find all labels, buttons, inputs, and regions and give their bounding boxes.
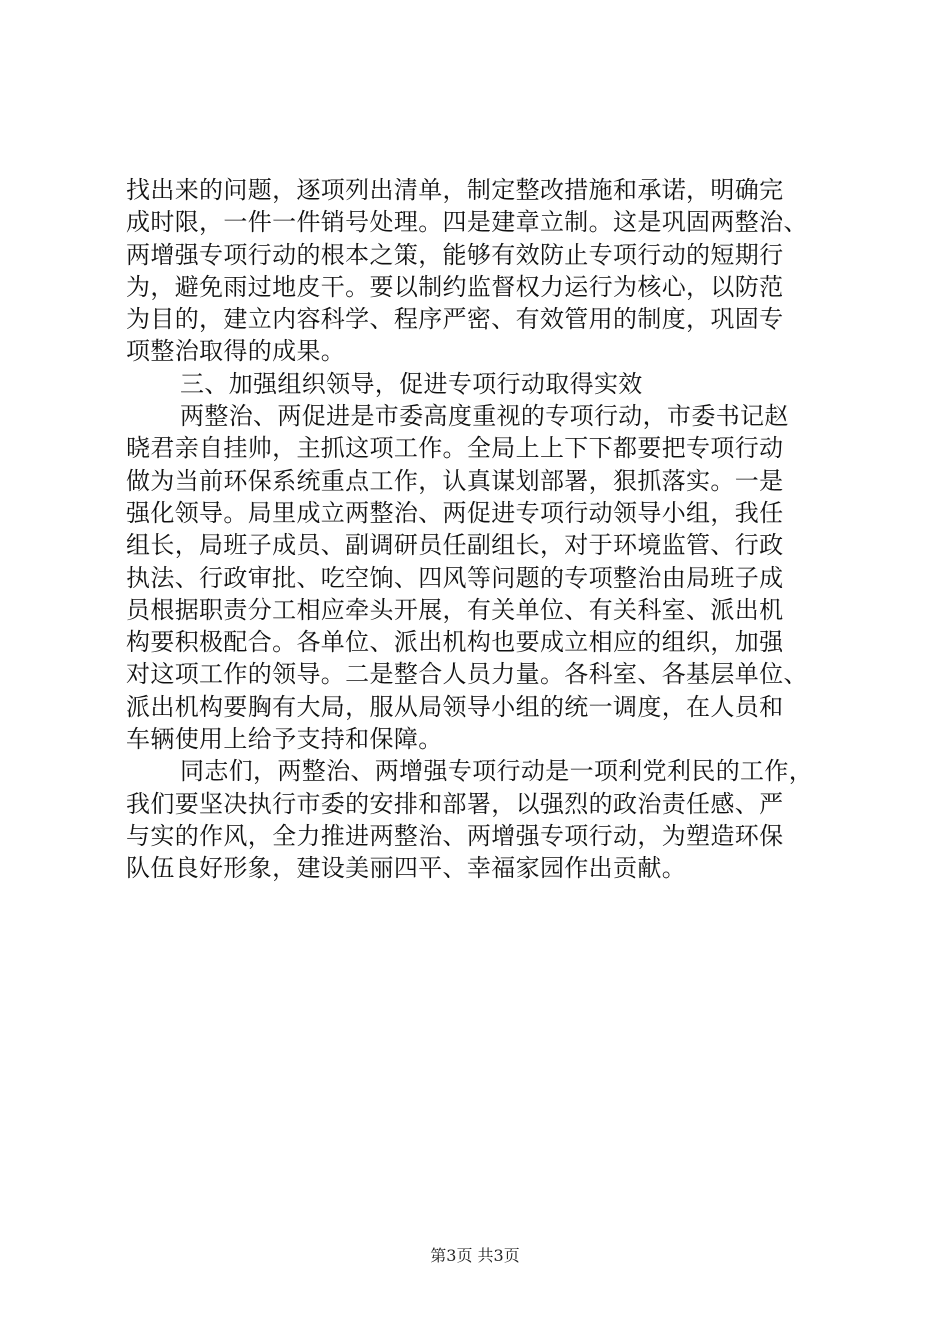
text-line: 两整治、两促进是市委高度重视的专项行动，市委书记赵	[180, 402, 789, 431]
text-line: 执法、行政审批、吃空饷、四风等问题的专项整治由局班子成	[126, 563, 784, 592]
text-line: 项整治取得的成果。	[126, 337, 346, 366]
text-line: 队伍良好形象，建设美丽四平、幸福家园作出贡献。	[126, 854, 687, 883]
text-line: 对这项工作的领导。二是整合人员力量。各科室、各基层单位、	[126, 660, 808, 689]
text-line: 同志们，两整治、两增强专项行动是一项利党利民的工作，	[180, 757, 814, 786]
page-number-footer: 第3页 共3页	[430, 1246, 520, 1265]
section-heading: 三、加强组织领导，促进专项行动取得实效	[180, 369, 643, 398]
text-line: 与实的作风，全力推进两整治、两增强专项行动，为塑造环保	[126, 821, 784, 850]
text-line: 强化领导。局里成立两整治、两促进专项行动领导小组，我任	[126, 498, 784, 527]
text-line: 我们要坚决执行市委的安排和部署，以强烈的政治责任感、严	[126, 789, 784, 818]
text-line: 员根据职责分工相应牵头开展，有关单位、有关科室、派出机	[126, 595, 784, 624]
text-line: 构要积极配合。各单位、派出机构也要成立相应的组织，加强	[126, 628, 784, 657]
body-text	[126, 174, 826, 885]
text-line: 两增强专项行动的根本之策，能够有效防止专项行动的短期行	[126, 240, 784, 269]
text-line: 晓君亲自挂帅，主抓这项工作。全局上上下下都要把专项行动	[126, 434, 784, 463]
text-line: 找出来的问题，逐项列出清单，制定整改措施和承诺，明确完	[126, 176, 784, 204]
text-line: 为，避免雨过地皮干。要以制约监督权力运行为核心，以防范	[126, 272, 784, 301]
text-line: 组长，局班子成员、副调研员任副组长，对于环境监管、行政	[126, 531, 784, 560]
text-line: 做为当前环保系统重点工作，认真谋划部署，狠抓落实。一是	[126, 466, 784, 495]
text-line: 为目的，建立内容科学、程序严密、有效管用的制度，巩固专	[126, 305, 784, 334]
text-line: 成时限，一件一件销号处理。四是建章立制。这是巩固两整治、	[126, 208, 808, 237]
text-line: 派出机构要胸有大局，服从局领导小组的统一调度，在人员和	[126, 692, 784, 721]
text-line: 车辆使用上给予支持和保障。	[126, 725, 443, 754]
